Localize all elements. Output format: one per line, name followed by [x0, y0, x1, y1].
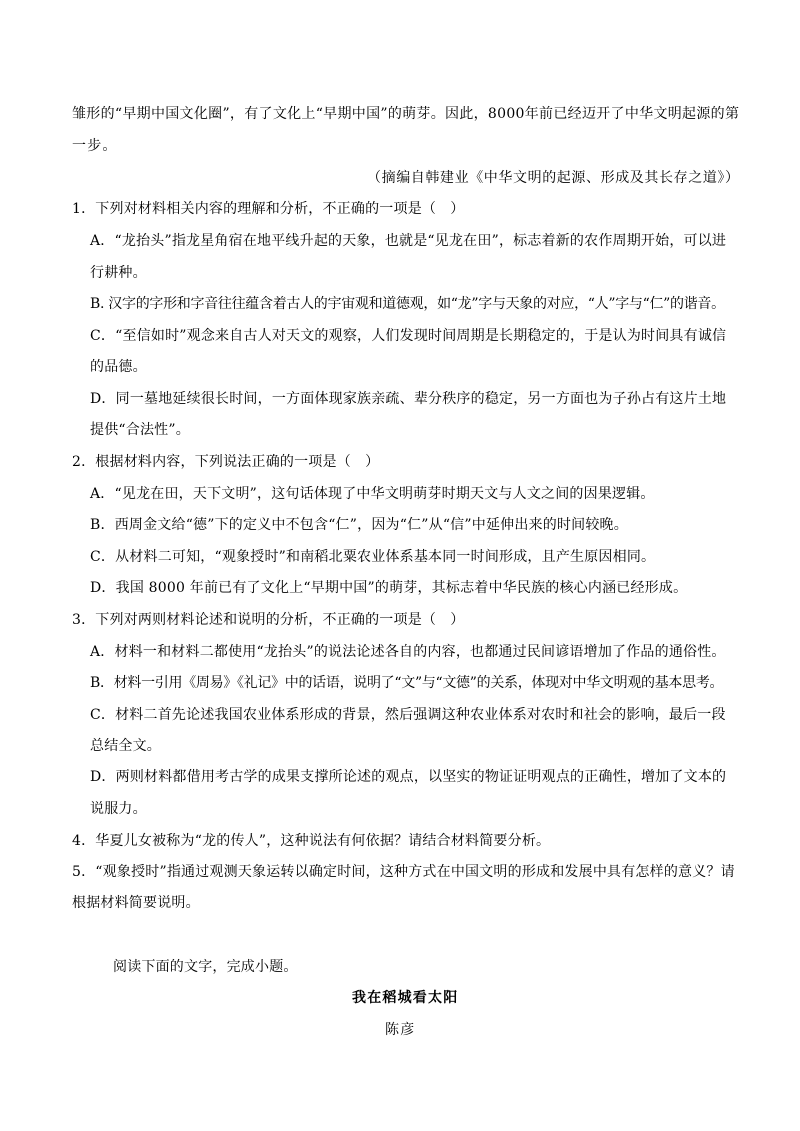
question-1-option-c-cont: 的品德。: [90, 359, 147, 375]
question-1-option-a-cont: 行耕种。: [90, 265, 147, 281]
question-1-option-d: D．同一墓地延续很长时间，一方面体现家族亲疏、辈分秩序的稳定，另一方面也为子孙占有这片土地: [90, 391, 727, 407]
question-3-option-d-cont: 说服力。: [90, 801, 147, 817]
passage-line: 一步。: [72, 138, 118, 154]
question-2-option-d: D．我国 8000 年前已有了文化上“早期中国”的萌芽，其标志着中华民族的核心内涵已经形成。: [90, 580, 688, 596]
question-2-stem: 2．根据材料内容，下列说法正确的一项是（ ）: [72, 454, 380, 470]
question-5-stem-cont: 根据材料简要说明。: [72, 895, 200, 911]
question-3-option-c: C．材料二首先论述我国农业体系形成的背景，然后强调这种农业体系对农时和社会的影响，最后一段: [90, 707, 726, 723]
question-1-option-b: B. 汉字的字形和字音往往蕴含着古人的宇宙观和道德观，如“龙”字与天象的对应，“人”字与“仁”的谐音。: [90, 296, 725, 312]
question-3-option-a: A．材料一和材料二都使用“龙抬头”的说法论述各自的内容，也都通过民间谚语增加了作品的通俗性。: [90, 644, 726, 660]
article-author: 陈彦: [385, 1022, 416, 1038]
question-2-option-b: B．西周金文给“德”下的定义中不包含“仁”，因为“仁”从“信”中延伸出来的时间较晚。: [90, 517, 628, 533]
article-title: 我在稻城看太阳: [352, 990, 459, 1006]
passage-source: （摘编自韩建业《中华文明的起源、形成及其长存之道》）: [367, 170, 740, 186]
question-2-option-c: C．从材料二可知，“观象授时”和南稻北粟农业体系基本同一时间形成，且产生原因相同。: [90, 549, 656, 565]
question-3-option-c-cont: 总结全文。: [90, 738, 161, 754]
question-3-option-d: D．两则材料都借用考古学的成果支撑所论述的观点，以坚实的物证证明观点的正确性，增加了文本的: [90, 769, 727, 785]
question-4-stem: 4．华夏儿女被称为“龙的传人”，这种说法有何依据？请结合材料简要分析。: [72, 833, 551, 849]
question-1-option-c: C．“至信如时”观念来自古人对天文的观察，人们发现时间周期是长期稳定的，于是认为时间具有诚信: [90, 328, 727, 344]
question-1-stem: 1．下列对材料相关内容的理解和分析，不正确的一项是（ ）: [72, 201, 465, 217]
question-1-option-d-cont: 提供“合法性”。: [90, 422, 190, 438]
reading-instruction: 阅读下面的文字，完成小题。: [113, 959, 298, 975]
question-3-stem: 3．下列对两则材料论述和说明的分析，不正确的一项是（ ）: [72, 612, 465, 628]
question-5-stem: 5．“观象授时”指通过观测天象运转以确定时间，这种方式在中国文明的形成和发展中具有怎样的意义？请: [72, 864, 735, 880]
question-2-option-a: A．“见龙在田，天下文明”，这句话体现了中华文明萌芽时期天文与人文之间的因果逻辑。: [90, 486, 655, 502]
passage-line: 雏形的“早期中国文化圈”，有了文化上“早期中国”的萌芽。因此，8000年前已经迈开了中华文明起源的第: [72, 106, 740, 122]
question-3-option-b: B．材料一引用《周易》《礼记》中的话语，说明了“文”与“文德”的关系，体现对中华文明观的基本思考。: [90, 675, 724, 691]
question-1-option-a: A．“龙抬头”指龙星角宿在地平线升起的天象，也就是“见龙在田”，标志着新的农作周期开始，可以进: [90, 233, 727, 249]
